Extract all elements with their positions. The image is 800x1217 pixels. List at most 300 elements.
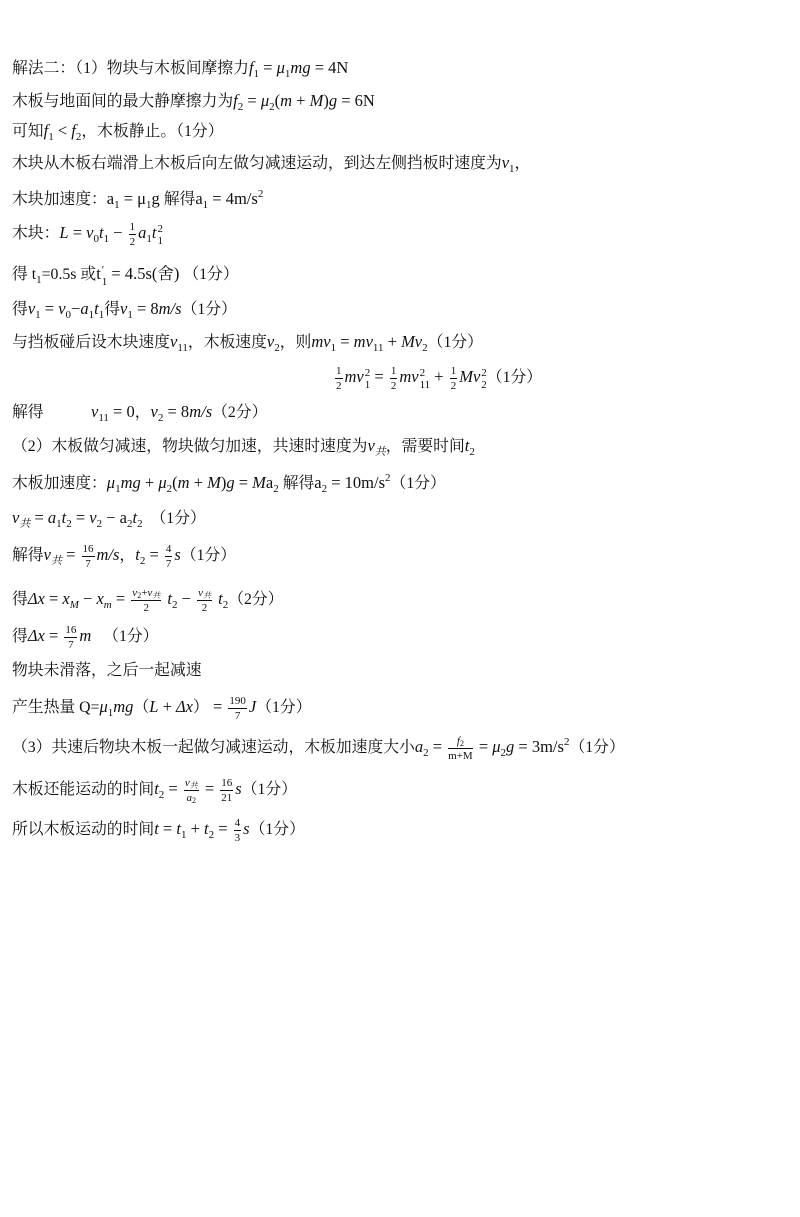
sub-superscript	[157, 223, 163, 247]
math-italic: Mv	[401, 332, 423, 351]
math-italic: L	[149, 697, 159, 717]
math-italic: v	[120, 299, 128, 318]
math-italic: m/s	[189, 402, 213, 421]
math-italic: f	[233, 91, 238, 110]
math-italic: μ	[99, 697, 108, 717]
math-italic: s	[243, 819, 250, 839]
math-italic: μ	[492, 737, 501, 757]
math-italic: v	[150, 402, 158, 421]
subscript: m	[103, 599, 112, 612]
text-run: 得	[104, 301, 120, 318]
math-roman: − a	[102, 508, 128, 527]
math-italic: v	[501, 153, 510, 172]
text-run: 得	[12, 591, 28, 609]
solution-line	[12, 543, 237, 570]
text-run: （	[133, 699, 150, 717]
fraction-denominator	[184, 791, 199, 804]
text-run: ，木板速度	[187, 334, 267, 351]
subscript: 2	[422, 342, 428, 354]
text-run: 木块加速度：	[12, 191, 107, 208]
math-italic: m/s	[96, 545, 120, 565]
subscript: 1	[56, 518, 62, 530]
math-roman: =	[243, 91, 261, 110]
math-italic: Δx	[27, 626, 45, 646]
subscript: 1	[284, 68, 291, 80]
text-run: （2分）	[228, 591, 284, 609]
text-run: ，则	[279, 334, 312, 351]
math-italic: t	[98, 223, 104, 243]
solution-line	[12, 297, 237, 321]
solution-line	[12, 400, 267, 424]
math-roman: +	[141, 587, 148, 599]
math-italic: v	[147, 587, 153, 599]
math-roman: 7	[85, 558, 91, 570]
sub-superscript	[420, 367, 431, 391]
fraction	[220, 777, 233, 804]
fraction-numerator	[64, 624, 77, 638]
math-roman: =	[145, 545, 163, 565]
math-roman: −	[78, 589, 97, 609]
math-roman: (	[172, 473, 178, 492]
fraction-numerator	[450, 365, 458, 379]
math-roman: 7	[234, 710, 241, 722]
fraction-denominator	[448, 749, 473, 762]
math-roman: 16	[65, 624, 77, 636]
fraction-numerator	[234, 817, 242, 831]
subscript: 2	[157, 412, 164, 424]
fraction-numerator	[184, 777, 199, 791]
subscript: 2	[158, 789, 165, 802]
math-italic: M	[207, 473, 221, 492]
math-roman: 7	[165, 558, 172, 570]
math-roman: =	[68, 223, 87, 243]
math-italic: J	[248, 697, 257, 717]
math-italic: M	[252, 473, 266, 492]
fraction-numerator	[82, 543, 95, 557]
superscript: ′	[101, 264, 105, 276]
fraction-denominator	[165, 557, 173, 570]
superscript: 2	[157, 223, 163, 236]
math-roman: 2	[450, 380, 457, 392]
math-roman: = 8	[163, 402, 190, 421]
math-roman: =	[30, 508, 48, 527]
math-roman: a	[314, 473, 322, 492]
math-roman: 16	[82, 543, 94, 555]
text-run: 得	[12, 628, 28, 646]
subscript: 1	[36, 274, 42, 286]
text-run: 与挡板碰后设木块速度	[12, 334, 170, 351]
text-run: ，	[514, 155, 531, 172]
math-italic: t	[132, 508, 138, 527]
math-italic: a	[414, 737, 424, 757]
math-roman: 1	[450, 365, 457, 377]
subscript: 1	[103, 233, 110, 246]
math-italic: Mv	[459, 367, 481, 387]
solution-line	[12, 735, 625, 762]
solution-line	[12, 262, 239, 286]
text-run: （1分）	[180, 547, 237, 565]
math-italic: f	[456, 735, 460, 747]
math-italic: μ	[260, 91, 270, 110]
text-run: （1分）	[390, 475, 446, 492]
text-run: 产生热量 Q=	[12, 699, 100, 717]
fraction-denominator	[131, 601, 161, 614]
math-roman: 190	[229, 695, 246, 707]
subscript: 11	[419, 379, 431, 392]
math-italic: Δx	[176, 697, 194, 717]
text-run: 木板加速度：	[12, 475, 107, 492]
math-roman: =	[370, 367, 388, 387]
text-run: 得 t	[12, 266, 37, 283]
subscript: 2	[172, 599, 178, 612]
math-roman: 4	[165, 543, 172, 555]
subscript: 2	[237, 101, 244, 113]
math-italic: t	[213, 589, 223, 609]
subscript: 1	[101, 276, 108, 288]
text-run: 木板还能运动的时间	[12, 781, 155, 799]
subscript: 2	[127, 518, 133, 530]
text-run: 解得	[159, 191, 196, 208]
math-italic: v	[86, 223, 94, 243]
superscript: 2	[257, 188, 264, 200]
math-italic: v	[132, 587, 138, 599]
text-run: （3）共速后物块木板一起做匀减速运动，木板加速度大小	[12, 739, 415, 757]
text-run: 得	[12, 301, 28, 318]
math-italic: M	[309, 91, 324, 110]
math-italic: Δx	[27, 589, 45, 609]
math-italic: a	[47, 508, 57, 527]
superscript: 2	[385, 472, 391, 484]
text-run: （1分）	[569, 739, 625, 757]
subscript: 1	[107, 707, 114, 720]
solution-line	[12, 471, 446, 495]
math-roman: +	[186, 819, 204, 839]
math-roman: 21	[221, 792, 233, 804]
text-run: （1分）	[142, 510, 206, 527]
math-italic: s	[174, 545, 181, 565]
math-italic: t	[154, 819, 159, 839]
subscript: 2	[166, 483, 173, 495]
subscript: 2	[137, 518, 143, 530]
solution-line	[12, 434, 475, 458]
text-run: 所以木板运动的时间	[12, 821, 155, 839]
math-roman: =	[71, 508, 90, 527]
math-italic: v	[184, 777, 190, 789]
text-run: （2分）	[212, 404, 268, 421]
fraction-denominator	[64, 638, 77, 651]
solution-line	[12, 506, 206, 530]
math-roman: )	[323, 91, 329, 110]
math-roman: +	[140, 473, 159, 492]
subscript: 2	[423, 747, 429, 760]
math-italic: f	[248, 58, 254, 77]
fraction-numerator	[335, 365, 343, 379]
math-roman: = 6N	[337, 91, 375, 110]
text-run: ，木板静止。（1分）	[81, 123, 224, 140]
math-italic: mg	[113, 697, 134, 717]
subscript: 1	[146, 233, 152, 246]
math-italic: v	[12, 508, 20, 527]
math-roman: <	[53, 121, 72, 140]
subscript: 1	[157, 235, 163, 248]
math-italic: t	[151, 223, 157, 243]
solution-line	[12, 817, 305, 844]
math-italic: v	[198, 587, 203, 599]
math-roman: =	[336, 332, 354, 351]
subscript: 2	[481, 379, 487, 392]
fraction-denominator	[197, 601, 212, 614]
math-italic: v	[266, 332, 275, 351]
solution-line	[12, 695, 312, 722]
subscript: 2	[208, 829, 215, 842]
subscript: 11	[98, 412, 109, 424]
fraction-denominator	[234, 831, 242, 844]
math-roman: =	[164, 779, 182, 799]
text-run: （1分）	[486, 369, 543, 387]
solution-line	[333, 365, 543, 392]
math-italic: a	[138, 223, 147, 243]
math-italic: m/s	[158, 299, 182, 318]
subscript: 0	[65, 309, 72, 321]
fraction-numerator	[228, 695, 247, 709]
math-roman: =	[200, 779, 219, 799]
math-italic: v	[91, 402, 99, 421]
fraction-denominator	[450, 379, 458, 392]
math-roman: 4	[234, 817, 241, 829]
math-italic: a	[186, 792, 193, 804]
math-roman: −	[109, 223, 127, 243]
math-italic: v	[27, 299, 36, 318]
fraction-numerator	[197, 587, 212, 601]
solution-line	[12, 587, 284, 614]
math-roman: (	[274, 91, 281, 110]
fraction	[234, 817, 242, 844]
math-roman: = 3m/s	[514, 737, 564, 757]
subscript: 1	[127, 309, 133, 321]
math-italic: t	[61, 508, 67, 527]
subscript: 1	[509, 163, 515, 175]
math-italic: f	[43, 121, 49, 140]
text-run: 解法二：（1）物块与木板间摩擦力	[12, 60, 249, 77]
math-italic: x	[96, 589, 104, 609]
text-run: =0.5s 或	[41, 266, 97, 283]
text-run: （1分）	[241, 781, 298, 799]
math-roman: 2	[129, 236, 136, 248]
fraction	[197, 587, 212, 614]
subscript: 2	[469, 446, 475, 458]
solution-line	[12, 151, 530, 175]
subscript: 2	[274, 342, 280, 354]
fraction	[228, 695, 247, 722]
text-run: （1分）	[427, 334, 483, 351]
text-run: 可知	[12, 123, 44, 140]
text-run: （1分）	[249, 821, 305, 839]
fraction-denominator	[228, 709, 247, 722]
fraction-numerator	[390, 365, 398, 379]
math-italic: f	[71, 121, 76, 140]
math-roman: 2	[143, 602, 150, 614]
subscript: 2	[459, 739, 464, 748]
math-roman: 7	[68, 639, 74, 651]
fraction-numerator	[129, 221, 137, 235]
fraction	[165, 543, 173, 570]
math-roman: = 10m/s	[327, 473, 386, 492]
math-italic: mv	[311, 332, 331, 351]
math-italic: v	[367, 436, 375, 455]
math-roman: 16	[221, 777, 233, 789]
text-run: ）	[193, 699, 209, 717]
text-run: 解得	[12, 547, 44, 565]
math-roman: =	[428, 737, 447, 757]
fraction-denominator	[129, 235, 137, 248]
superscript: 2	[419, 367, 426, 380]
subscript: 11	[372, 342, 384, 354]
math-roman: 2	[336, 380, 342, 392]
subscript: 1	[202, 199, 209, 211]
subscript: 共	[50, 555, 62, 568]
math-roman: =	[214, 819, 232, 839]
math-italic: t	[94, 299, 99, 318]
solution-line	[12, 659, 202, 683]
math-italic: mv	[344, 367, 364, 387]
subscript: 1	[98, 309, 105, 321]
math-italic: g	[226, 473, 235, 492]
fraction-denominator	[335, 379, 343, 392]
subscript: 共	[19, 518, 31, 530]
math-roman: m+M	[448, 750, 473, 762]
math-italic: mg	[290, 58, 311, 77]
math-italic: m	[79, 626, 92, 646]
text-run: ，	[119, 547, 136, 565]
text-run: （2）木板做匀减速，物块做匀加速，共速时速度为	[12, 438, 368, 455]
math-roman: = 4m/s	[208, 189, 258, 208]
math-italic: x	[62, 589, 70, 609]
math-roman: =	[474, 737, 493, 757]
subscript: 共	[374, 446, 386, 458]
math-roman: 1	[129, 221, 136, 233]
fraction-numerator	[448, 735, 473, 749]
math-roman: +	[158, 697, 176, 717]
math-italic: m	[177, 473, 190, 492]
math-roman: 2	[390, 380, 397, 392]
fraction	[335, 365, 343, 392]
fraction-numerator	[220, 777, 233, 791]
math-roman: a	[265, 473, 274, 492]
solution-line	[12, 56, 348, 80]
solution-line	[12, 330, 483, 354]
math-italic: v	[89, 508, 97, 527]
subscript: 2	[75, 131, 82, 143]
math-italic: g	[328, 91, 338, 110]
math-roman: = 4N	[310, 58, 349, 77]
math-roman: =	[208, 697, 227, 717]
math-italic: g	[506, 737, 515, 757]
subscript: 2	[500, 747, 507, 760]
math-roman: =	[44, 626, 63, 646]
fraction-denominator	[390, 379, 398, 392]
subscript: 11	[177, 342, 188, 354]
math-italic: v	[43, 545, 51, 565]
math-italic: v	[58, 299, 66, 318]
fraction-denominator	[220, 791, 233, 804]
math-roman: +	[189, 473, 208, 492]
subscript: M	[69, 599, 79, 612]
subscript: 2	[66, 518, 72, 530]
subscript: 1	[48, 131, 54, 143]
fraction	[448, 735, 473, 762]
text-run: 木块：	[12, 225, 60, 243]
subscript: 1	[253, 68, 260, 80]
math-italic: mg	[120, 473, 141, 492]
math-roman: +	[292, 91, 310, 110]
subscript: 1	[114, 199, 120, 211]
math-italic: t	[176, 819, 181, 839]
text-run: （1分）	[181, 301, 237, 318]
text-run: ，需要时间	[385, 438, 465, 455]
math-roman: =	[61, 545, 80, 565]
text-run: ，	[134, 404, 151, 421]
fraction	[450, 365, 458, 392]
math-italic: t	[204, 819, 209, 839]
subscript: 1	[88, 309, 95, 321]
superscript: 2	[364, 367, 371, 380]
text-run: （1分）	[256, 699, 312, 717]
math-roman: =	[259, 58, 277, 77]
solution-line	[12, 624, 159, 651]
math-italic: μ	[158, 473, 167, 492]
text-run: 物块未滑落，之后一起减速	[12, 662, 202, 679]
subscript: 2	[321, 483, 328, 495]
math-italic: s	[235, 779, 242, 799]
subscript: 1	[364, 379, 371, 392]
text-run: （1分）	[91, 628, 159, 646]
math-roman: 2	[201, 602, 208, 614]
math-roman: =	[111, 589, 130, 609]
superscript: 2	[563, 736, 570, 749]
math-italic: t	[154, 779, 159, 799]
subscript: 2	[137, 591, 142, 600]
subscript: 1	[330, 342, 337, 354]
subscript: 共	[202, 591, 211, 600]
text-run: 解得	[278, 475, 315, 492]
math-italic: v	[169, 332, 178, 351]
math-roman: =	[234, 473, 253, 492]
math-roman: = 8	[132, 299, 159, 318]
fraction	[131, 587, 161, 614]
math-italic: t	[163, 589, 173, 609]
fraction	[390, 365, 398, 392]
fraction-numerator	[165, 543, 173, 557]
math-roman: −	[71, 299, 81, 318]
math-italic: t	[135, 545, 140, 565]
math-roman: t	[96, 264, 101, 283]
math-roman: =	[44, 589, 63, 609]
math-roman: =	[40, 299, 59, 318]
math-italic: t	[464, 436, 470, 455]
math-italic: μ	[276, 58, 285, 77]
solution-line	[12, 777, 298, 805]
fraction	[129, 221, 137, 248]
subscript: 2	[269, 101, 275, 113]
math-italic: m	[280, 91, 293, 110]
subscript: 1	[115, 483, 121, 495]
math-roman: g	[151, 189, 160, 208]
fraction-denominator	[82, 557, 95, 570]
math-roman: 3	[234, 832, 241, 844]
subscript: 1	[180, 829, 187, 842]
text-run: 木块从木板右端滑上木板后向左做匀减速运动，到达左侧挡板时速度为	[12, 155, 502, 172]
subscript: 2	[192, 796, 197, 805]
